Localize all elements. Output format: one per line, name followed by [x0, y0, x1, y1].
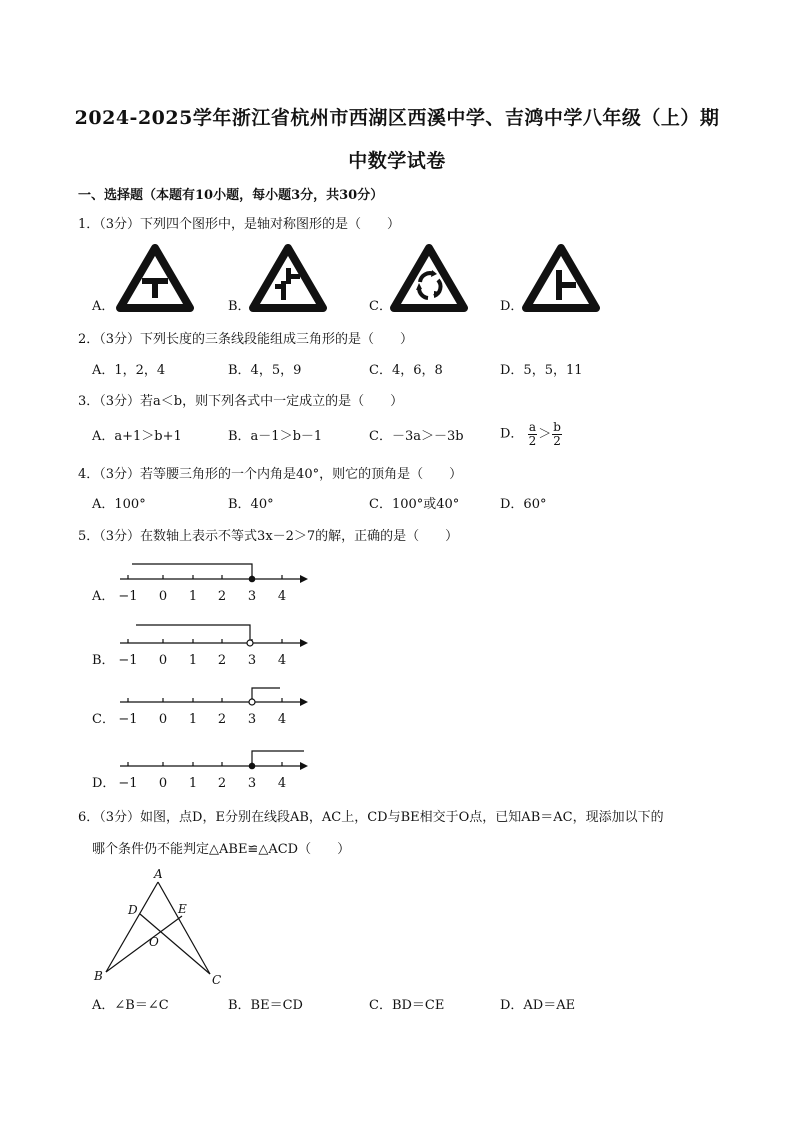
- roundabout-sign-icon: [390, 244, 468, 312]
- tick-label: 1: [188, 653, 198, 668]
- tick-label: 2: [217, 776, 227, 791]
- tick-label: 2: [217, 589, 227, 604]
- q4-option-d[interactable]: D．60°: [500, 497, 547, 512]
- q3-option-d-label: D．: [500, 426, 524, 442]
- q5-number-line-d: [110, 746, 310, 792]
- question-5-stem: 5．（3分）在数轴上表示不等式3x－2＞7的解，正确的是（ ）: [78, 529, 459, 544]
- tick-label: 2: [217, 712, 227, 727]
- staggered-junction-sign-icon: [249, 244, 327, 312]
- fraction-left-numerator: a: [528, 420, 536, 434]
- question-6-stem-line-2: 哪个条件仍不能判定△ABE≌△ACD（ ）: [92, 842, 351, 857]
- fraction-left-denominator: 2: [528, 434, 537, 448]
- tick-label: −1: [118, 589, 138, 604]
- tick-label: 0: [158, 712, 168, 727]
- tick-label: 4: [277, 589, 287, 604]
- q6-option-c[interactable]: C．BD＝CE: [369, 998, 445, 1013]
- tick-label: 3: [247, 589, 257, 604]
- question-1-stem: 1．（3分）下列四个图形中，是轴对称图形的是（ ）: [78, 217, 401, 232]
- question-4-stem: 4．（3分）若等腰三角形的一个内角是40°，则它的顶角是（ ）: [78, 467, 463, 482]
- exam-title-line-2: 中数学试卷: [348, 150, 446, 172]
- q5-option-a[interactable]: A．: [92, 589, 115, 604]
- q3-fraction-left: [528, 421, 538, 448]
- point-label-c: C: [212, 973, 222, 987]
- tick-label: 2: [217, 653, 227, 668]
- tick-label: 3: [247, 712, 257, 727]
- t-junction-sign-icon: [116, 244, 194, 312]
- q3-option-a[interactable]: A．a+1＞b+1: [92, 429, 182, 444]
- fraction-right-denominator: 2: [553, 434, 561, 448]
- tick-label: 0: [158, 653, 168, 668]
- q1-option-b[interactable]: B．: [228, 299, 251, 314]
- q3-option-d[interactable]: [500, 421, 562, 448]
- tick-label: −1: [118, 653, 138, 668]
- q4-option-a[interactable]: A．100°: [92, 497, 146, 512]
- tick-label: 1: [188, 589, 198, 604]
- point-label-o: O: [149, 935, 159, 949]
- tick-label: 1: [188, 712, 198, 727]
- q3-fraction-right: [552, 421, 562, 448]
- fraction-right-numerator: b: [553, 420, 561, 434]
- section-heading: 一、选择题（本题有10小题，每小题3分，共30分）: [78, 188, 384, 203]
- tick-label: 0: [158, 776, 168, 791]
- question-6-stem-line-1: 6．（3分）如图，点D，E分别在线段AB，AC上，CD与BE相交于O点，已知AB＝AC，现添加以下的: [78, 810, 664, 825]
- tick-label: 4: [277, 653, 287, 668]
- point-label-e: E: [178, 902, 187, 916]
- q6-option-d[interactable]: D．AD＝AE: [500, 998, 576, 1013]
- tick-label: 3: [247, 776, 257, 791]
- tick-label: 3: [247, 653, 257, 668]
- q3-option-b[interactable]: B．a－1＞b－1: [228, 429, 323, 444]
- q2-option-a[interactable]: A．1，2，4: [92, 363, 166, 378]
- point-label-b: B: [94, 969, 103, 983]
- point-label-d: D: [128, 903, 138, 917]
- tick-label: 0: [158, 589, 168, 604]
- q2-option-d[interactable]: D．5，5，11: [500, 363, 583, 378]
- q1-option-d[interactable]: D．: [500, 299, 524, 314]
- q3-option-c[interactable]: C．－3a＞－3b: [369, 429, 464, 444]
- tick-label: −1: [118, 776, 138, 791]
- q4-option-c[interactable]: C．100°或40°: [369, 497, 460, 512]
- side-road-sign-icon: [522, 244, 600, 312]
- q2-option-c[interactable]: C．4，6，8: [369, 363, 443, 378]
- q2-option-b[interactable]: B．4，5，9: [228, 363, 302, 378]
- tick-label: 4: [277, 712, 287, 727]
- fraction-operator: ＞: [538, 426, 552, 442]
- exam-title-line-1: 2024-2025学年浙江省杭州市西湖区西溪中学、吉鸿中学八年级（上）期: [74, 107, 720, 129]
- q5-option-d[interactable]: D．: [92, 776, 116, 791]
- question-2-stem: 2．（3分）下列长度的三条线段能组成三角形的是（ ）: [78, 332, 414, 347]
- q1-option-c[interactable]: C．: [369, 299, 392, 314]
- tick-label: 4: [277, 776, 287, 791]
- q6-option-b[interactable]: B．BE＝CD: [228, 998, 303, 1013]
- q5-number-line-a: [110, 560, 310, 606]
- question-3-stem: 3．（3分）若a＜b，则下列各式中一定成立的是（ ）: [78, 394, 404, 409]
- q4-option-b[interactable]: B．40°: [228, 497, 274, 512]
- q5-number-line-c: [110, 684, 310, 730]
- q5-option-b[interactable]: B．: [92, 653, 115, 668]
- q6-option-a[interactable]: A．∠B＝∠C: [92, 998, 169, 1013]
- point-label-a: A: [154, 867, 163, 881]
- tick-label: −1: [118, 712, 138, 727]
- q5-option-c[interactable]: C．: [92, 712, 115, 727]
- q1-option-a[interactable]: A．: [92, 299, 115, 314]
- tick-label: 1: [188, 776, 198, 791]
- q5-number-line-b: [110, 622, 310, 668]
- q6-triangle-diagram: [86, 864, 236, 990]
